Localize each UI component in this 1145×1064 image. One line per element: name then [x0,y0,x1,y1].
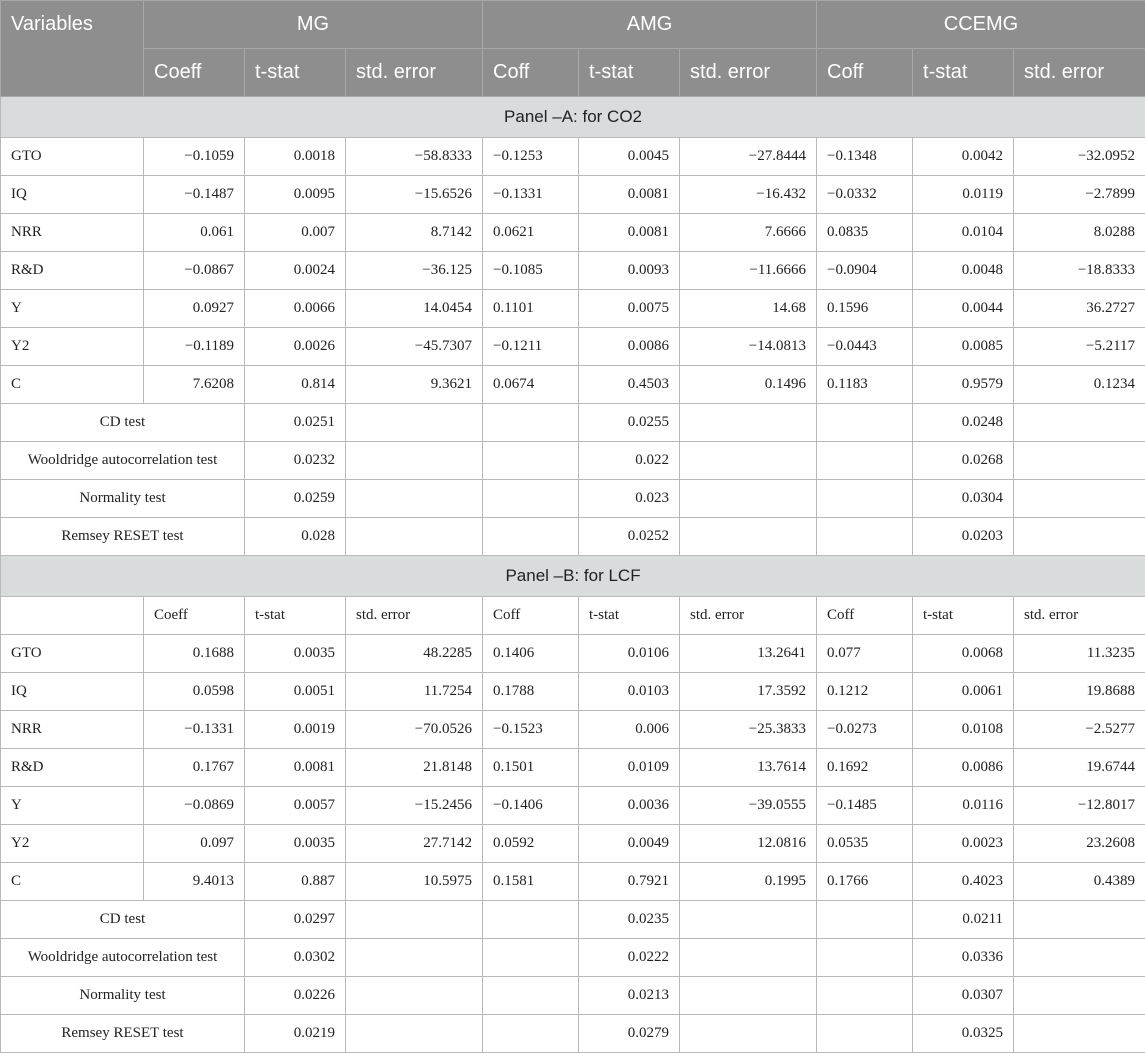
ccemg-stderr-cell: 19.8688 [1014,673,1145,711]
amg-tstat-cell: 0.0086 [579,328,680,366]
amg-tstat-cell: 0.0036 [579,787,680,825]
amg-tstat-cell: 0.7921 [579,863,680,901]
empty-cell [817,518,913,556]
mg-tstat-cell: 0.0066 [245,290,346,328]
test-row [1,404,1145,442]
mg-test-value: 0.028 [245,518,346,556]
ccemg-test-value: 0.0336 [913,939,1014,977]
ccemg-stderr-cell: −18.8333 [1014,252,1145,290]
ccemg-stderr-cell: 19.6744 [1014,749,1145,787]
empty-cell [817,901,913,939]
ccemg-tstat-cell: 0.0068 [913,635,1014,673]
mg-coeff-cell: −0.1487 [144,176,245,214]
ccemg-stderr-cell: −2.7899 [1014,176,1145,214]
ccemg-test-value: 0.0325 [913,1015,1014,1053]
empty-cell [483,977,579,1015]
empty-cell [1014,442,1145,480]
empty-cell [1014,480,1145,518]
mg-coeff-cell: 0.061 [144,214,245,252]
panel-a-title-row [1,97,1145,138]
table-row [1,711,1145,749]
amg-stderr-cell: 0.1995 [680,863,817,901]
amg-coff-cell: 0.0621 [483,214,579,252]
mg-stderr-cell: −15.2456 [346,787,483,825]
mg-tstat-cell: 0.0035 [245,825,346,863]
mg-stderr-subheader: std. error [346,597,483,635]
amg-tstat-cell: 0.0106 [579,635,680,673]
ccemg-stderr-cell: 11.3235 [1014,635,1145,673]
mg-tstat-cell: 0.0057 [245,787,346,825]
table-row [1,328,1145,366]
ccemg-tstat-cell: 0.0023 [913,825,1014,863]
mg-tstat-cell: 0.0019 [245,711,346,749]
mg-coeff-header: Coeff [144,49,245,97]
table-row [1,290,1145,328]
table-row [1,176,1145,214]
amg-coff-header: Coff [483,49,579,97]
empty-cell [680,442,817,480]
table-row [1,635,1145,673]
mg-tstat-cell: 0.814 [245,366,346,404]
amg-coff-cell: −0.1523 [483,711,579,749]
amg-test-value: 0.0252 [579,518,680,556]
ccemg-coff-cell: −0.1485 [817,787,913,825]
ccemg-tstat-subheader: t-stat [913,597,1014,635]
mg-stderr-cell: 9.3621 [346,366,483,404]
ccemg-stderr-cell: −12.8017 [1014,787,1145,825]
ccemg-coff-cell: 0.1692 [817,749,913,787]
variable-cell: R&D [1,252,144,290]
ccemg-coff-cell: 0.0835 [817,214,913,252]
mg-tstat-subheader: t-stat [245,597,346,635]
panel-b-title-row [1,556,1145,597]
amg-tstat-cell: 0.0093 [579,252,680,290]
empty-cell [346,939,483,977]
amg-stderr-cell: −39.0555 [680,787,817,825]
amg-tstat-subheader: t-stat [579,597,680,635]
table-row [1,252,1145,290]
ccemg-tstat-cell: 0.0085 [913,328,1014,366]
amg-coff-cell: −0.1406 [483,787,579,825]
ccemg-coff-cell: 0.1596 [817,290,913,328]
amg-stderr-cell: 12.0816 [680,825,817,863]
amg-test-value: 0.0279 [579,1015,680,1053]
mg-coeff-cell: 0.1688 [144,635,245,673]
variables-header: Variables [1,1,144,97]
variable-cell: Y2 [1,825,144,863]
amg-coff-cell: −0.1085 [483,252,579,290]
amg-stderr-cell: 13.7614 [680,749,817,787]
amg-tstat-cell: 0.0109 [579,749,680,787]
mg-test-value: 0.0251 [245,404,346,442]
header-row-subcolumns [1,49,1145,97]
mg-tstat-cell: 0.0035 [245,635,346,673]
mg-stderr-cell: −70.0526 [346,711,483,749]
mg-test-value: 0.0219 [245,1015,346,1053]
ccemg-coff-cell: 0.0535 [817,825,913,863]
ccemg-coff-cell: −0.0332 [817,176,913,214]
empty-cell [817,977,913,1015]
amg-stderr-cell: −25.3833 [680,711,817,749]
ccemg-stderr-cell: 23.2608 [1014,825,1145,863]
empty-cell [1,597,144,635]
variable-cell: C [1,863,144,901]
variable-cell: NRR [1,214,144,252]
ccemg-stderr-cell: −2.5277 [1014,711,1145,749]
test-name-cell: Normality test [1,480,245,518]
ccemg-test-value: 0.0248 [913,404,1014,442]
empty-cell [483,1015,579,1053]
amg-tstat-cell: 0.0049 [579,825,680,863]
ccemg-tstat-header: t-stat [913,49,1014,97]
table-row [1,673,1145,711]
empty-cell [483,404,579,442]
mg-coeff-cell: −0.1331 [144,711,245,749]
ccemg-coff-cell: −0.1348 [817,138,913,176]
table-row [1,138,1145,176]
ccemg-coff-cell: −0.0273 [817,711,913,749]
empty-cell [1014,977,1145,1015]
mg-stderr-cell: −58.8333 [346,138,483,176]
test-name-cell: Wooldridge autocorrelation test [1,939,245,977]
table-row [1,749,1145,787]
mg-group-header: MG [144,1,483,49]
ccemg-stderr-cell: −32.0952 [1014,138,1145,176]
amg-group-header: AMG [483,1,817,49]
panel-a-title: Panel –A: for CO2 [1,97,1145,138]
ccemg-tstat-cell: 0.0042 [913,138,1014,176]
empty-cell [346,977,483,1015]
empty-cell [680,480,817,518]
amg-tstat-cell: 0.006 [579,711,680,749]
empty-cell [817,480,913,518]
mg-coeff-cell: 9.4013 [144,863,245,901]
mg-tstat-cell: 0.007 [245,214,346,252]
empty-cell [680,901,817,939]
mg-tstat-cell: 0.0024 [245,252,346,290]
panel-b-subheader-row [1,597,1145,635]
amg-tstat-cell: 0.0081 [579,214,680,252]
amg-stderr-cell: −14.0813 [680,328,817,366]
ccemg-tstat-cell: 0.9579 [913,366,1014,404]
variable-cell: Y2 [1,328,144,366]
ccemg-coff-cell: 0.1212 [817,673,913,711]
mg-stderr-cell: 10.5975 [346,863,483,901]
amg-test-value: 0.0255 [579,404,680,442]
variable-cell: GTO [1,138,144,176]
ccemg-tstat-cell: 0.4023 [913,863,1014,901]
amg-test-value: 0.023 [579,480,680,518]
mg-coeff-cell: −0.1059 [144,138,245,176]
mg-test-value: 0.0226 [245,977,346,1015]
empty-cell [483,518,579,556]
ccemg-tstat-cell: 0.0061 [913,673,1014,711]
amg-coff-cell: 0.1501 [483,749,579,787]
mg-test-value: 0.0297 [245,901,346,939]
variable-cell: C [1,366,144,404]
empty-cell [483,939,579,977]
amg-tstat-cell: 0.0075 [579,290,680,328]
variable-cell: R&D [1,749,144,787]
mg-coeff-cell: −0.1189 [144,328,245,366]
amg-coff-cell: 0.1406 [483,635,579,673]
empty-cell [346,901,483,939]
empty-cell [680,404,817,442]
amg-tstat-cell: 0.4503 [579,366,680,404]
amg-coff-cell: 0.0674 [483,366,579,404]
amg-coff-cell: 0.0592 [483,825,579,863]
empty-cell [483,480,579,518]
ccemg-tstat-cell: 0.0104 [913,214,1014,252]
amg-coff-cell: 0.1788 [483,673,579,711]
mg-test-value: 0.0302 [245,939,346,977]
mg-stderr-cell: −45.7307 [346,328,483,366]
mg-stderr-header: std. error [346,49,483,97]
header-row-groups [1,1,1145,49]
mg-stderr-cell: 21.8148 [346,749,483,787]
variable-cell: GTO [1,635,144,673]
test-row [1,480,1145,518]
mg-stderr-cell: −15.6526 [346,176,483,214]
amg-stderr-cell: −11.6666 [680,252,817,290]
empty-cell [1014,901,1145,939]
empty-cell [1014,1015,1145,1053]
ccemg-test-value: 0.0268 [913,442,1014,480]
amg-tstat-header: t-stat [579,49,680,97]
empty-cell [1014,939,1145,977]
ccemg-tstat-cell: 0.0086 [913,749,1014,787]
variable-cell: NRR [1,711,144,749]
amg-stderr-cell: −27.8444 [680,138,817,176]
amg-coff-cell: −0.1331 [483,176,579,214]
amg-test-value: 0.0222 [579,939,680,977]
variable-cell: IQ [1,673,144,711]
ccemg-stderr-header: std. error [1014,49,1145,97]
mg-stderr-cell: 48.2285 [346,635,483,673]
variable-cell: Y [1,787,144,825]
mg-tstat-cell: 0.0081 [245,749,346,787]
ccemg-tstat-cell: 0.0116 [913,787,1014,825]
ccemg-coff-cell: −0.0443 [817,328,913,366]
amg-test-value: 0.022 [579,442,680,480]
empty-cell [1014,518,1145,556]
mg-coeff-cell: 0.1767 [144,749,245,787]
test-row [1,901,1145,939]
amg-test-value: 0.0213 [579,977,680,1015]
ccemg-stderr-cell: 36.2727 [1014,290,1145,328]
variable-cell: Y [1,290,144,328]
empty-cell [680,518,817,556]
mg-test-value: 0.0232 [245,442,346,480]
amg-coff-subheader: Coff [483,597,579,635]
amg-tstat-cell: 0.0103 [579,673,680,711]
mg-test-value: 0.0259 [245,480,346,518]
test-row [1,518,1145,556]
empty-cell [346,518,483,556]
mg-stderr-cell: 14.0454 [346,290,483,328]
table-row [1,366,1145,404]
mg-tstat-cell: 0.0051 [245,673,346,711]
table-row [1,825,1145,863]
ccemg-coff-cell: 0.077 [817,635,913,673]
mg-stderr-cell: 11.7254 [346,673,483,711]
test-name-cell: Wooldridge autocorrelation test [1,442,245,480]
ccemg-test-value: 0.0203 [913,518,1014,556]
empty-cell [680,1015,817,1053]
amg-coff-cell: −0.1253 [483,138,579,176]
empty-cell [346,1015,483,1053]
amg-test-value: 0.0235 [579,901,680,939]
mg-coeff-cell: −0.0869 [144,787,245,825]
empty-cell [483,442,579,480]
ccemg-test-value: 0.0307 [913,977,1014,1015]
ccemg-test-value: 0.0304 [913,480,1014,518]
ccemg-coff-cell: 0.1183 [817,366,913,404]
amg-stderr-cell: 13.2641 [680,635,817,673]
table-header [1,1,1145,97]
ccemg-stderr-cell: 8.0288 [1014,214,1145,252]
empty-cell [346,480,483,518]
ccemg-coff-cell: 0.1766 [817,863,913,901]
variable-cell: IQ [1,176,144,214]
panel-b-title: Panel –B: for LCF [1,556,1145,597]
test-name-cell: Remsey RESET test [1,1015,245,1053]
amg-coff-cell: −0.1211 [483,328,579,366]
mg-coeff-subheader: Coeff [144,597,245,635]
ccemg-stderr-cell: 0.4389 [1014,863,1145,901]
test-row [1,939,1145,977]
amg-stderr-cell: −16.432 [680,176,817,214]
test-row [1,977,1145,1015]
mg-coeff-cell: 0.0598 [144,673,245,711]
empty-cell [817,1015,913,1053]
ccemg-coff-cell: −0.0904 [817,252,913,290]
amg-stderr-subheader: std. error [680,597,817,635]
mg-coeff-cell: 0.0927 [144,290,245,328]
ccemg-test-value: 0.0211 [913,901,1014,939]
test-name-cell: Remsey RESET test [1,518,245,556]
empty-cell [1014,404,1145,442]
mg-stderr-cell: 27.7142 [346,825,483,863]
mg-tstat-cell: 0.0018 [245,138,346,176]
amg-stderr-cell: 0.1496 [680,366,817,404]
empty-cell [346,404,483,442]
test-row [1,442,1145,480]
amg-stderr-cell: 14.68 [680,290,817,328]
test-row [1,1015,1145,1053]
mg-tstat-cell: 0.887 [245,863,346,901]
ccemg-stderr-subheader: std. error [1014,597,1145,635]
table-row [1,787,1145,825]
empty-cell [817,939,913,977]
amg-tstat-cell: 0.0081 [579,176,680,214]
empty-cell [817,442,913,480]
mg-tstat-cell: 0.0026 [245,328,346,366]
empty-cell [483,901,579,939]
table-row [1,863,1145,901]
amg-stderr-cell: 7.6666 [680,214,817,252]
mg-tstat-header: t-stat [245,49,346,97]
ccemg-tstat-cell: 0.0044 [913,290,1014,328]
test-name-cell: CD test [1,404,245,442]
test-name-cell: CD test [1,901,245,939]
empty-cell [817,404,913,442]
amg-coff-cell: 0.1101 [483,290,579,328]
table-row [1,214,1145,252]
ccemg-tstat-cell: 0.0119 [913,176,1014,214]
amg-tstat-cell: 0.0045 [579,138,680,176]
mg-stderr-cell: 8.7142 [346,214,483,252]
empty-cell [680,977,817,1015]
ccemg-stderr-cell: 0.1234 [1014,366,1145,404]
amg-coff-cell: 0.1581 [483,863,579,901]
empty-cell [346,442,483,480]
mg-coeff-cell: 0.097 [144,825,245,863]
amg-stderr-header: std. error [680,49,817,97]
ccemg-tstat-cell: 0.0108 [913,711,1014,749]
ccemg-group-header: CCEMG [817,1,1145,49]
mg-tstat-cell: 0.0095 [245,176,346,214]
amg-stderr-cell: 17.3592 [680,673,817,711]
test-name-cell: Normality test [1,977,245,1015]
mg-coeff-cell: −0.0867 [144,252,245,290]
empty-cell [680,939,817,977]
mg-coeff-cell: 7.6208 [144,366,245,404]
table-body [1,97,1145,1053]
ccemg-coff-subheader: Coff [817,597,913,635]
ccemg-tstat-cell: 0.0048 [913,252,1014,290]
ccemg-stderr-cell: −5.2117 [1014,328,1145,366]
ccemg-coff-header: Coff [817,49,913,97]
mg-stderr-cell: −36.125 [346,252,483,290]
